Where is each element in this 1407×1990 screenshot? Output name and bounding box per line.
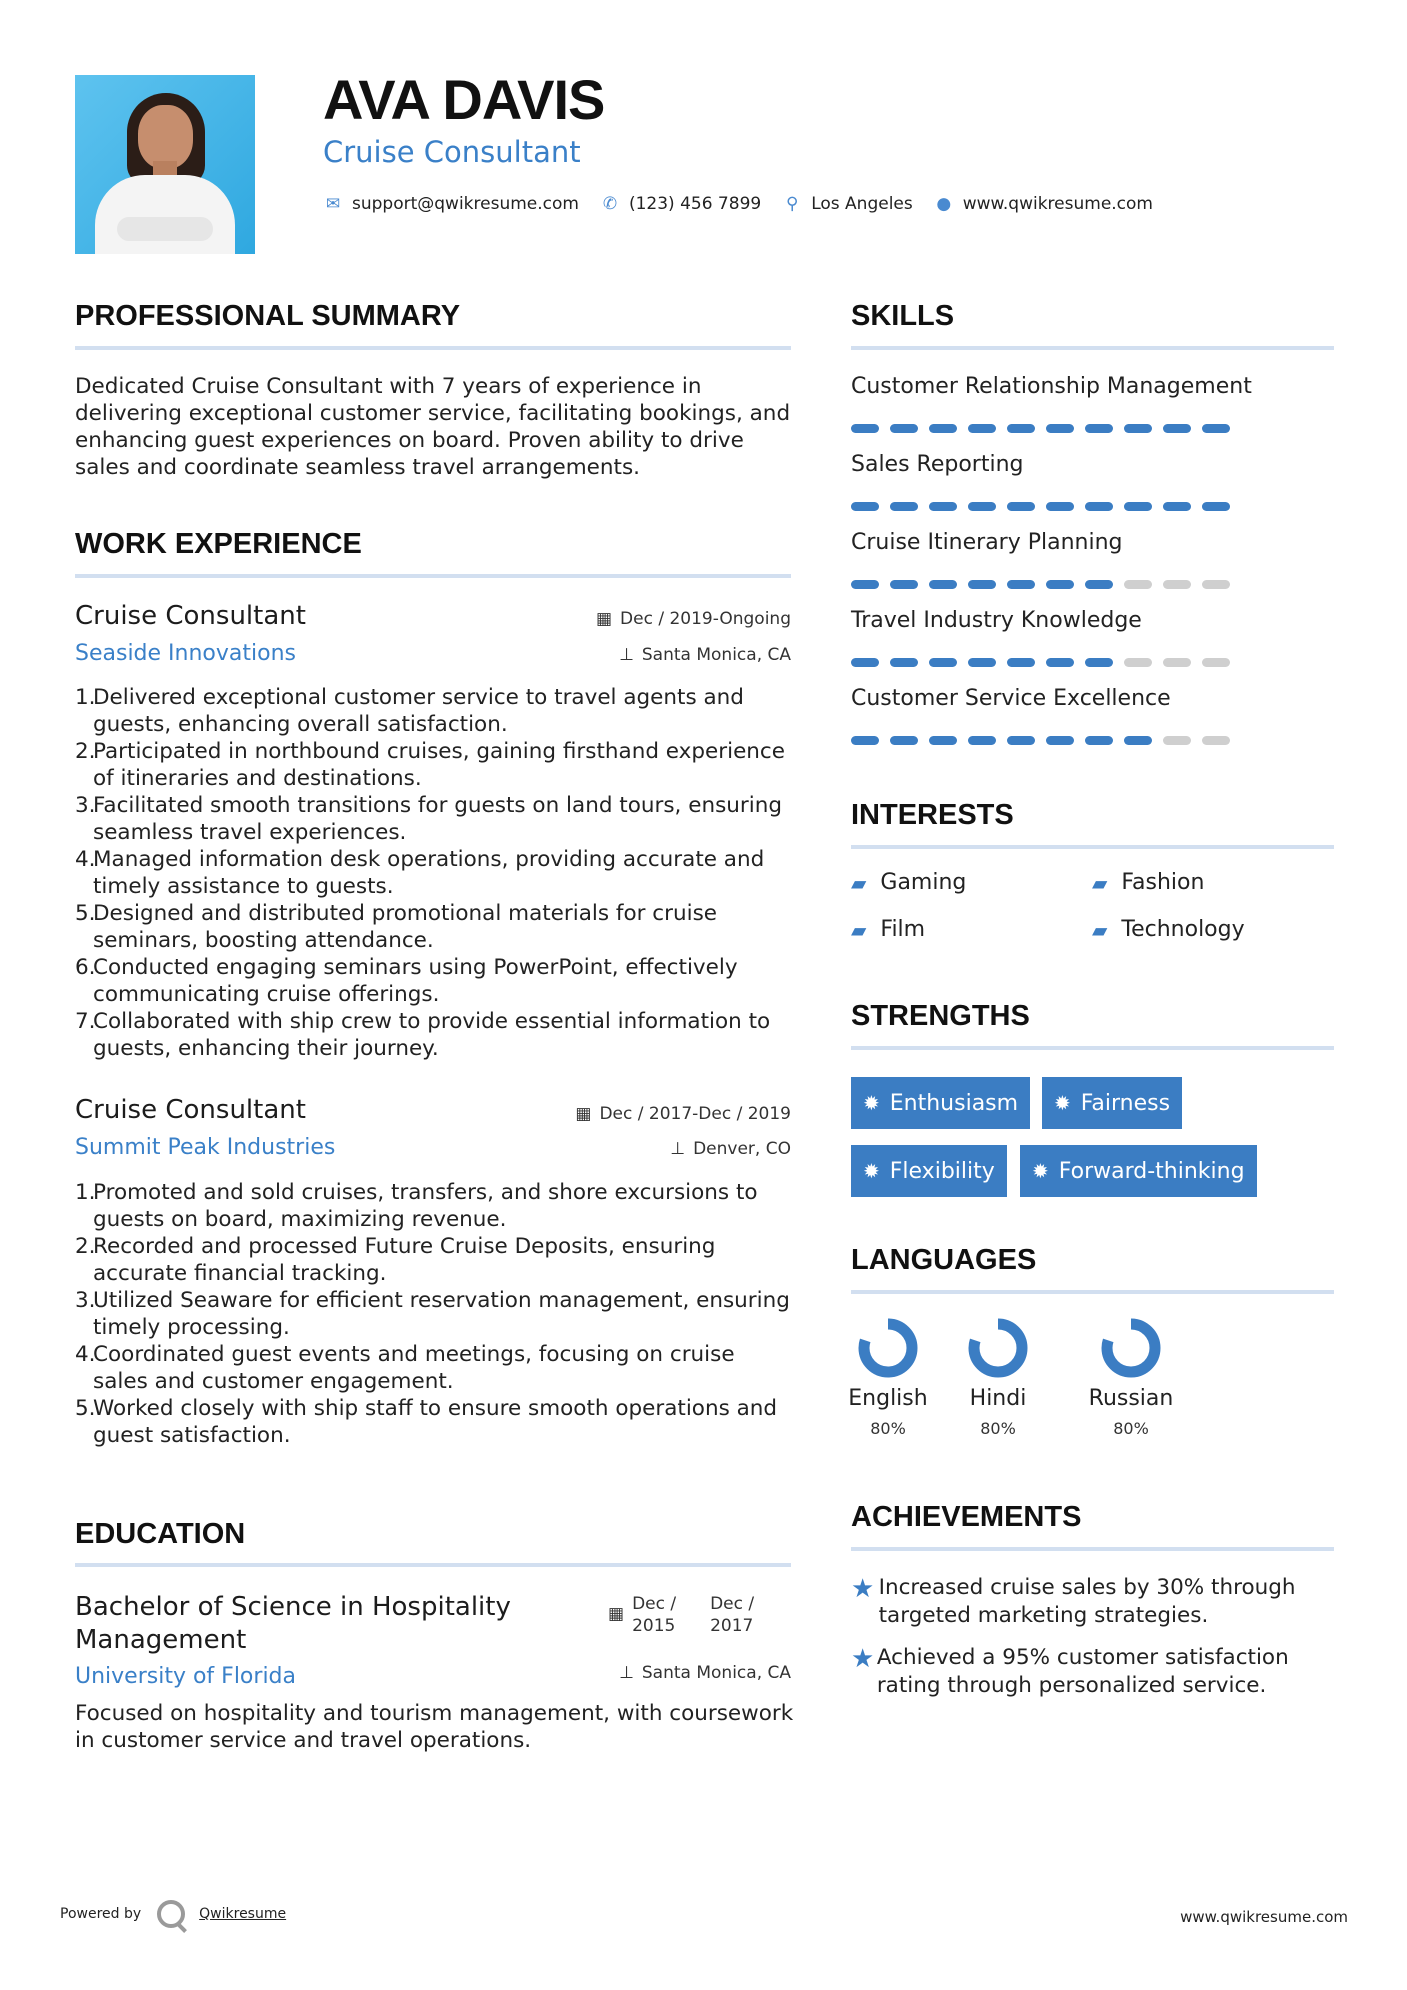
map-pin-icon: ⚲ — [785, 194, 799, 214]
skill-name: Travel Industry Knowledge — [851, 608, 1142, 633]
language-name: Russian — [1088, 1386, 1174, 1411]
interest-item: ▰ Gaming — [851, 870, 967, 895]
qwikresume-link[interactable]: Qwikresume — [199, 1906, 287, 1922]
skill-dot — [1202, 736, 1230, 745]
contact-location: Los Angeles — [811, 194, 913, 214]
list-item: 3.Utilized Seaware for efficient reservation management, ensuring timely processing. — [75, 1288, 790, 1340]
skill-dot — [968, 502, 996, 511]
skill-dot — [1124, 736, 1152, 745]
skill-rating — [851, 502, 1241, 511]
contact-website[interactable]: www.qwikresume.com — [962, 194, 1153, 214]
skill-dot — [1007, 580, 1035, 589]
skill-dot — [851, 502, 879, 511]
calendar-icon: ▦ — [575, 1104, 592, 1124]
skill-name: Sales Reporting — [851, 452, 1024, 477]
list-item: 1.Delivered exceptional customer service to travel agents and guests, enhancing overall satisfaction. — [75, 685, 744, 737]
list-item: 3.Facilitated smooth transitions for guests on land tours, ensuring seamless travel experiences. — [75, 793, 782, 845]
contact-row — [322, 194, 1173, 214]
achievement-item: ★ Achieved a 95% customer satisfaction rating through personalized service. — [851, 1644, 1289, 1698]
job-1-location: ⊥ Santa Monica, CA — [619, 645, 791, 665]
skill-rating — [851, 736, 1241, 745]
language-gauge-arc — [864, 1324, 912, 1372]
skills-heading: SKILLS — [851, 300, 955, 332]
badge-icon: ✹ — [1032, 1159, 1049, 1183]
job-2-dates: ▦ Dec / 2017-Dec / 2019 — [575, 1104, 791, 1124]
language-item — [1081, 1318, 1181, 1438]
qwikresume-logo-icon — [157, 1900, 185, 1928]
experience-divider — [75, 574, 791, 578]
skill-dot — [929, 658, 957, 667]
skill-dot — [890, 502, 918, 511]
skill-dot — [1046, 658, 1074, 667]
skill-dot — [1046, 424, 1074, 433]
skill-dot — [890, 424, 918, 433]
skill-dot — [929, 424, 957, 433]
pin-icon: ⊥ — [619, 1663, 634, 1683]
strengths-divider — [851, 1046, 1334, 1050]
skill-dot — [968, 580, 996, 589]
skill-dot — [851, 736, 879, 745]
skill-dot — [1202, 502, 1230, 511]
book-icon: ▰ — [851, 870, 867, 895]
skill-rating — [851, 658, 1241, 667]
skill-dot — [1124, 424, 1152, 433]
skill-name: Customer Service Excellence — [851, 686, 1171, 711]
skill-dot — [1085, 658, 1113, 667]
language-gauge-arc — [1107, 1324, 1155, 1372]
skill-dot — [1046, 736, 1074, 745]
job-1-company: Seaside Innovations — [75, 641, 296, 666]
skills-divider — [851, 346, 1334, 350]
education-start: Dec / 2015 — [632, 1594, 677, 1636]
skill-dot — [1124, 580, 1152, 589]
education-description: Focused on hospitality and tourism management, with coursework in customer service and travel operations. — [75, 1701, 794, 1753]
skill-dot — [1202, 580, 1230, 589]
skill-dot — [1163, 736, 1191, 745]
contact-phone[interactable]: (123) 456 7899 — [628, 194, 762, 214]
education-heading: EDUCATION — [75, 1518, 246, 1550]
language-item — [838, 1318, 938, 1438]
job-2-title: Cruise Consultant — [75, 1095, 306, 1125]
skill-dot — [1163, 658, 1191, 667]
language-gauge — [1101, 1318, 1161, 1378]
skill-dot — [851, 424, 879, 433]
interest-item: ▰ Fashion — [1092, 870, 1205, 895]
language-name: English — [848, 1386, 928, 1411]
language-percent: 80% — [980, 1419, 1016, 1438]
strength-tag: ✹ Forward-thinking — [1020, 1145, 1257, 1197]
skill-dot — [1007, 658, 1035, 667]
badge-icon: ✹ — [863, 1159, 880, 1183]
skill-dot — [1163, 424, 1191, 433]
skill-dot — [929, 736, 957, 745]
list-item: 5.Designed and distributed promotional materials for cruise seminars, boosting attendance. — [75, 901, 717, 953]
strengths-heading: STRENGTHS — [851, 1000, 1030, 1032]
skill-dot — [1046, 502, 1074, 511]
job-2-list — [75, 1179, 795, 1449]
languages-heading: LANGUAGES — [851, 1244, 1037, 1276]
job-1-title: Cruise Consultant — [75, 601, 306, 631]
skill-dot — [1085, 502, 1113, 511]
job-2-company: Summit Peak Industries — [75, 1135, 336, 1160]
language-item — [948, 1318, 1048, 1438]
skill-dot — [1085, 424, 1113, 433]
skill-dot — [890, 580, 918, 589]
phone-icon: ✆ — [602, 194, 618, 214]
skill-name: Cruise Itinerary Planning — [851, 530, 1123, 555]
language-gauge — [968, 1318, 1028, 1378]
skill-dot — [1163, 502, 1191, 511]
skill-dot — [851, 658, 879, 667]
summary-text: Dedicated Cruise Consultant with 7 years of experience in delivering exceptional customer service, facilitating bookings, and enhancing guest experiences on board. Proven ability to drive sales and coordinate seamless travel arrangements. — [75, 374, 791, 480]
interest-item: ▰ Film — [851, 917, 926, 942]
skill-dot — [890, 736, 918, 745]
summary-heading: PROFESSIONAL SUMMARY — [75, 300, 461, 332]
skill-dot — [929, 580, 957, 589]
book-icon: ▰ — [1092, 870, 1108, 895]
badge-icon: ✹ — [1054, 1091, 1071, 1115]
skill-dot — [968, 736, 996, 745]
skill-dot — [1085, 736, 1113, 745]
job-1-dates: ▦ Dec / 2019-Ongoing — [595, 609, 791, 629]
skill-dot — [851, 580, 879, 589]
skill-dot — [1124, 502, 1152, 511]
list-item: 6.Conducted engaging seminars using PowerPoint, effectively communicating cruise offerings. — [75, 955, 738, 1007]
interests-divider — [851, 845, 1334, 849]
skill-dot — [1124, 658, 1152, 667]
badge-icon: ✹ — [863, 1091, 880, 1115]
envelope-icon: ✉ — [325, 194, 341, 214]
job-1-list — [75, 684, 795, 1062]
skill-dot — [968, 424, 996, 433]
education-dates — [608, 1593, 780, 1637]
language-name: Hindi — [969, 1386, 1027, 1411]
language-gauge — [858, 1318, 918, 1378]
list-item: 7.Collaborated with ship crew to provide essential information to guests, enhancing their journey. — [75, 1009, 771, 1061]
profile-photo — [75, 75, 255, 254]
job-title-header: Cruise Consultant — [323, 135, 581, 169]
globe-icon: ● — [936, 194, 952, 214]
footer-url[interactable]: www.qwikresume.com — [1180, 1908, 1348, 1926]
languages-divider — [851, 1290, 1334, 1294]
star-icon: ★ — [851, 1644, 875, 1674]
skill-dot — [929, 502, 957, 511]
contact-email[interactable]: support@qwikresume.com — [352, 194, 579, 214]
powered-label: Powered by — [60, 1906, 142, 1922]
list-item: 5.Worked closely with ship staff to ensure smooth operations and guest satisfaction. — [75, 1396, 778, 1448]
language-percent: 80% — [1113, 1419, 1149, 1438]
skill-dot — [1202, 424, 1230, 433]
list-item: 2.Recorded and processed Future Cruise Deposits, ensuring accurate financial tracking. — [75, 1234, 716, 1286]
strength-tag: ✹ Flexibility — [851, 1145, 1007, 1197]
candidate-name: AVA DAVIS — [323, 68, 605, 131]
education-school: University of Florida — [75, 1664, 296, 1689]
achievements-divider — [851, 1547, 1334, 1551]
interests-heading: INTERESTS — [851, 799, 1014, 831]
star-icon: ★ — [851, 1574, 875, 1604]
education-divider — [75, 1563, 791, 1567]
interest-item: ▰ Technology — [1092, 917, 1245, 942]
list-item: 4.Managed information desk operations, providing accurate and timely assistance to guests. — [75, 847, 765, 899]
skill-dot — [1007, 736, 1035, 745]
job-2-location: ⊥ Denver, CO — [670, 1139, 791, 1159]
pin-icon: ⊥ — [670, 1139, 686, 1159]
strength-tag: ✹ Enthusiasm — [851, 1077, 1030, 1129]
skill-dot — [1202, 658, 1230, 667]
skill-name: Customer Relationship Management — [851, 374, 1252, 399]
list-item: 4.Coordinated guest events and meetings, focusing on cruise sales and customer engagement. — [75, 1342, 735, 1394]
calendar-icon: ▦ — [595, 609, 613, 629]
list-item: 1.Promoted and sold cruises, transfers, and shore excursions to guests on board, maximizing revenue. — [75, 1180, 758, 1232]
skill-dot — [1046, 580, 1074, 589]
language-percent: 80% — [870, 1419, 906, 1438]
achievement-item: ★ Increased cruise sales by 30% through targeted marketing strategies. — [851, 1574, 1296, 1628]
skill-dot — [890, 658, 918, 667]
book-icon: ▰ — [1092, 917, 1108, 942]
book-icon: ▰ — [851, 917, 867, 942]
summary-divider — [75, 346, 791, 350]
experience-heading: WORK EXPERIENCE — [75, 528, 362, 560]
skill-dot — [968, 658, 996, 667]
skill-dot — [1007, 424, 1035, 433]
education-location: ⊥ Santa Monica, CA — [619, 1663, 791, 1683]
skill-dot — [1163, 580, 1191, 589]
list-item: 2.Participated in northbound cruises, gaining firsthand experience of itineraries and destinations. — [75, 739, 785, 791]
skill-dot — [1007, 502, 1035, 511]
education-end: Dec / 2017 — [710, 1594, 755, 1636]
skill-dot — [1085, 580, 1113, 589]
education-degree: Bachelor of Science in Hospitality Management — [75, 1592, 511, 1655]
skill-rating — [851, 580, 1241, 589]
language-gauge-arc — [974, 1324, 1022, 1372]
achievements-heading: ACHIEVEMENTS — [851, 1501, 1082, 1533]
skill-rating — [851, 424, 1241, 433]
footer-powered — [60, 1900, 286, 1928]
strength-tag: ✹ Fairness — [1042, 1077, 1182, 1129]
pin-icon: ⊥ — [619, 645, 634, 665]
calendar-icon: ▦ — [608, 1604, 625, 1624]
